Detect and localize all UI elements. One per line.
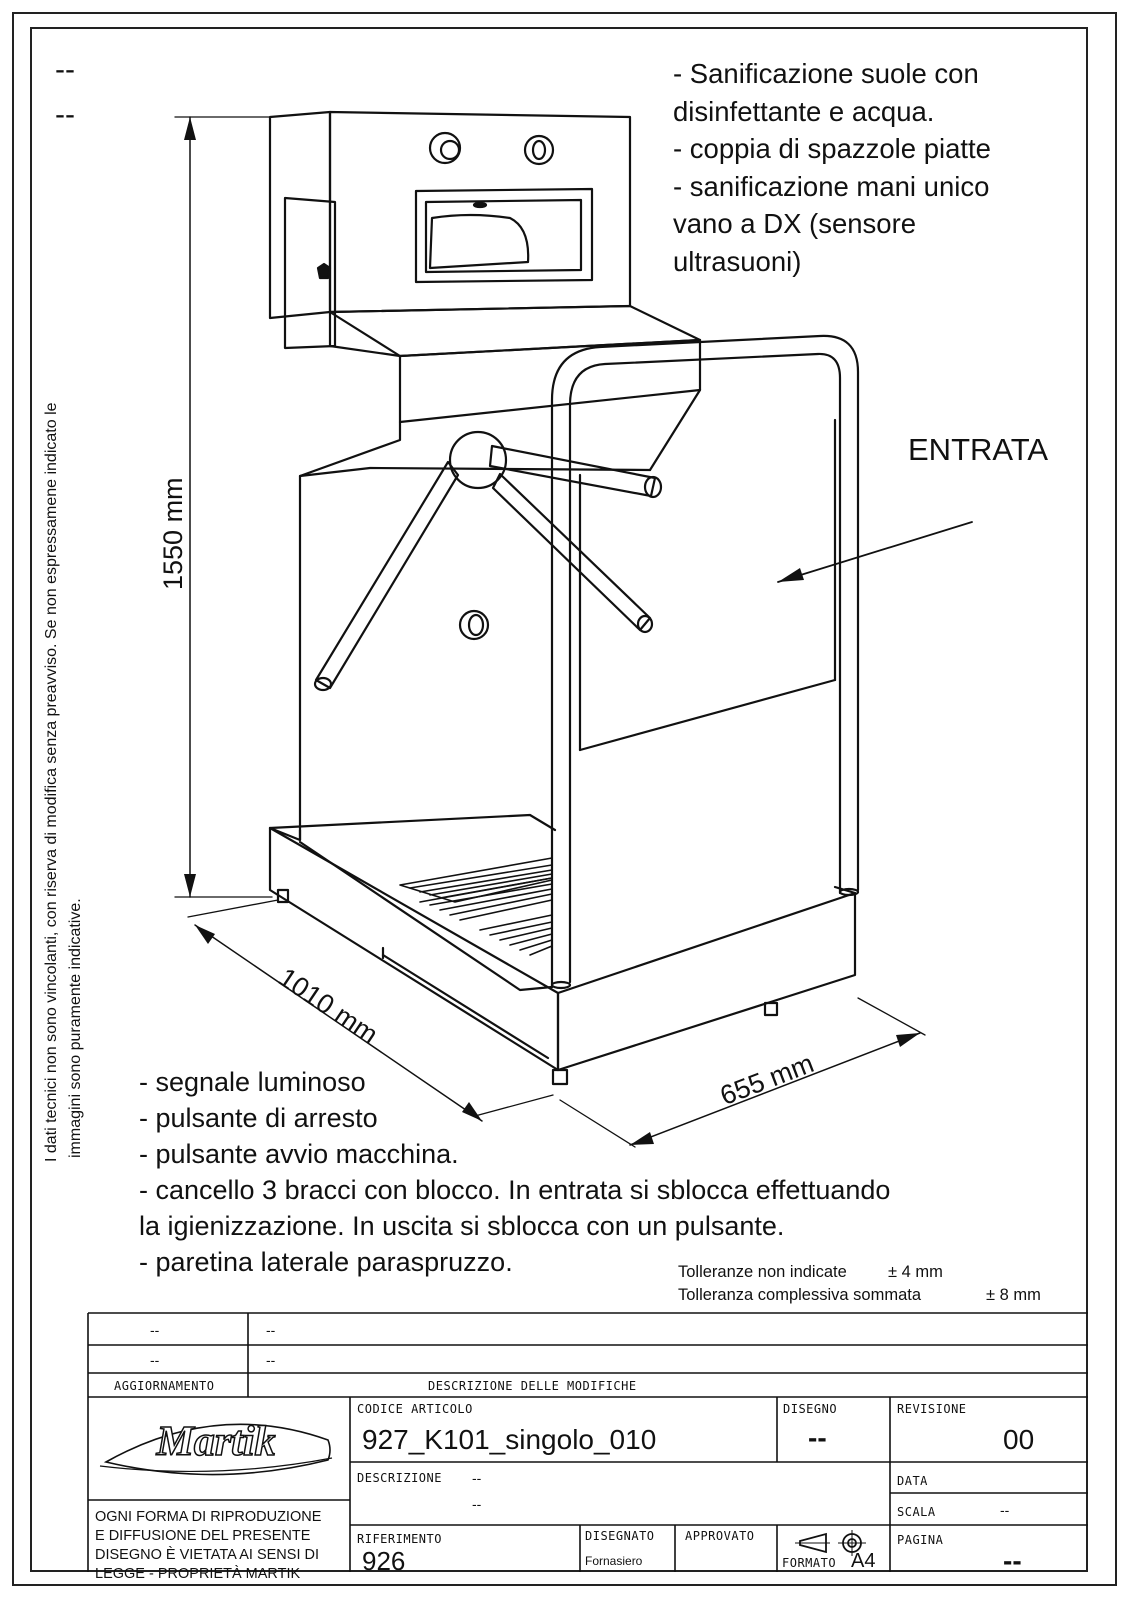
codice-value: 927_K101_singolo_010 — [362, 1424, 657, 1455]
depth-dimension-label: 1010 mm — [273, 962, 384, 1050]
descrizione-value: -- — [472, 1470, 482, 1486]
descrizione-value: -- — [472, 1496, 482, 1512]
revision-description-cell: -- — [266, 1352, 276, 1368]
top-note: disinfettante e acqua. — [673, 95, 935, 127]
disegnato-label: DISEGNATO — [585, 1529, 655, 1543]
tolerance-value: ± 4 mm — [888, 1263, 943, 1281]
riferimento-value: 926 — [362, 1546, 406, 1576]
martik-logo — [96, 1410, 336, 1478]
tolerance-label: Tolleranza complessiva sommata — [678, 1286, 922, 1304]
scala-value: -- — [1000, 1502, 1010, 1518]
disegno-value: -- — [808, 1422, 827, 1453]
descrizione-label: DESCRIZIONE — [357, 1471, 442, 1485]
data-label: DATA — [897, 1474, 928, 1488]
tolerance-value: ± 8 mm — [986, 1286, 1041, 1304]
top-note: vano a DX (sensore — [673, 208, 917, 239]
disegnato-value: Fornasiero — [585, 1554, 643, 1568]
bottom-note: - paretina laterale paraspruzzo. — [139, 1247, 513, 1277]
copyright-line: LEGGE - PROPRIETÀ MARTIK — [95, 1566, 301, 1582]
revisione-value: 00 — [1003, 1424, 1035, 1455]
width-dimension-label: 655 mm — [716, 1048, 818, 1112]
pagina-label: PAGINA — [897, 1533, 944, 1547]
tolerance-label: Tolleranze non indicate — [678, 1263, 847, 1281]
revision-description-cell: -- — [266, 1322, 276, 1338]
bottom-note: - segnale luminoso — [139, 1067, 366, 1097]
pagina-value: -- — [1003, 1545, 1022, 1576]
revisione-label: REVISIONE — [897, 1402, 967, 1416]
logo-text: Martik — [156, 1419, 276, 1465]
height-dimension-label: 1550 mm — [158, 477, 188, 590]
approvato-label: APPROVATO — [685, 1529, 755, 1543]
copyright-line: E DIFFUSIONE DEL PRESENTE — [95, 1528, 311, 1544]
disclaimer-line: I dati tecnici non sono vincolanti, con riserva di modifica senza preavviso. Se non espressamene indicato le — [43, 402, 60, 1162]
disclaimer-line: immagini sono puramente indicative. — [67, 898, 84, 1158]
codice-label: CODICE ARTICOLO — [357, 1402, 473, 1416]
formato-value: A4 — [851, 1550, 876, 1572]
top-dash-1: -- — [55, 53, 75, 86]
top-note: - Sanificazione suole con — [673, 58, 979, 89]
description-header: DESCRIZIONE DELLE MODIFICHE — [428, 1379, 637, 1393]
revision-update-cell: -- — [150, 1352, 160, 1368]
bottom-note: la igienizzazione. In uscita si sblocca con un pulsante. — [139, 1211, 785, 1241]
bottom-note: - cancello 3 bracci con blocco. In entrata si sblocca effettuando — [139, 1175, 891, 1205]
entrata-label: ENTRATA — [908, 432, 1049, 467]
bottom-note: - pulsante di arresto — [139, 1103, 378, 1133]
top-dash-2: -- — [55, 98, 75, 131]
bottom-note: - pulsante avvio macchina. — [139, 1139, 459, 1169]
formato-label: FORMATO — [782, 1556, 837, 1570]
copyright-notice — [95, 1508, 321, 1584]
top-note: - coppia di spazzole piatte — [673, 133, 991, 164]
update-header: AGGIORNAMENTO — [114, 1379, 215, 1393]
revision-update-cell: -- — [150, 1322, 160, 1338]
disegno-label: DISEGNO — [783, 1402, 838, 1416]
scala-label: SCALA — [897, 1505, 936, 1519]
top-note: - sanificazione mani unico — [673, 170, 990, 202]
top-note: ultrasuoni) — [673, 245, 802, 277]
copyright-line: DISEGNO È VIETATA AI SENSI DI — [95, 1547, 319, 1563]
copyright-line: OGNI FORMA DI RIPRODUZIONE — [95, 1509, 322, 1525]
riferimento-label: RIFERIMENTO — [357, 1532, 442, 1546]
